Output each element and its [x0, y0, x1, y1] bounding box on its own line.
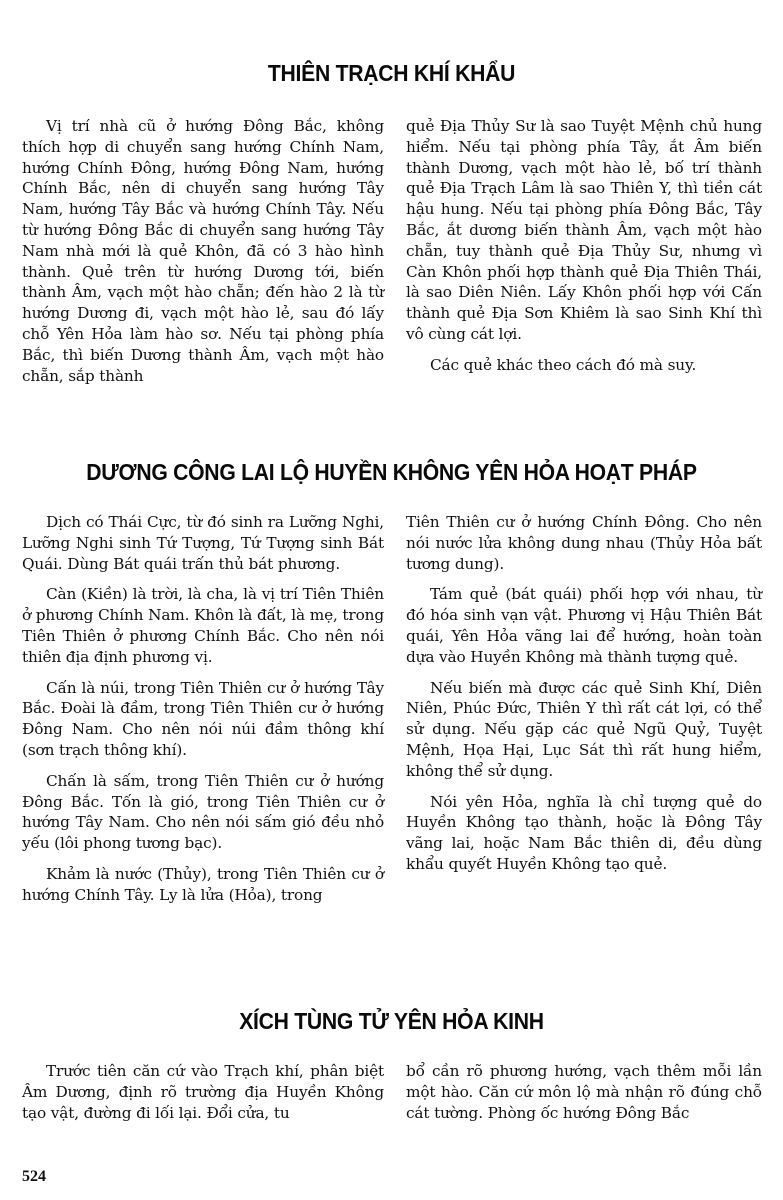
section-title-duong-cong-lai-lo: DƯƠNG CÔNG LAI LỘ HUYỀN KHÔNG YÊN HỎA HOẠT PHÁP: [86, 459, 697, 485]
paragraph: Nếu biến mà được các quẻ Sinh Khí, Diên Niên, Phúc Đức, Thiên Y thì rất cát lợi, có thể sử dụng. Nếu gặp các quẻ Ngũ Quỷ, Tuyệt Mệnh, Họa Hại, Lục Sát thì rất hung hiểm, không thể sử dụng.: [406, 678, 762, 780]
paragraph: Chấn là sấm, trong Tiên Thiên cư ở hướng Đông Bắc. Tốn là gió, trong Tiên Thiên cư ở hướng Tây Nam. Cho nên nói sấm gió đều nhỏ yếu (lôi phong tương bạc).: [22, 771, 384, 853]
section-3-left-column: [22, 1061, 384, 1133]
paragraph: Các quẻ khác theo cách đó mà suy.: [430, 355, 697, 374]
paragraph: Cấn là núi, trong Tiên Thiên cư ở hướng Tây Bắc. Đoài là đầm, trong Tiên Thiên cư ở hướng Đông Nam. Cho nên nói núi đầm thông khí (sơn trạch thông khí).: [22, 678, 384, 759]
paragraph: Càn (Kiền) là trời, là cha, là vị trí Tiên Thiên ở phương Chính Nam. Khôn là đất, là mẹ, trong Tiên Thiên ở phương Chính Bắc. Cho nên nói thiên địa định phương vị.: [22, 585, 384, 666]
section-1-right-column: [406, 116, 762, 386]
section-3-right-column: [406, 1061, 762, 1133]
section-title-xich-tung-tu: XÍCH TÙNG TỬ YÊN HỎA KINH: [239, 1008, 544, 1034]
page-number: 524: [22, 1168, 46, 1185]
paragraph: Nói yên Hỏa, nghĩa là chỉ tượng quẻ do Huyền Không tạo thành, hoặc là Đông Tây vãng lai, hoặc Nam Bắc thiên di, đều dùng khẩu quyết Huyền Không tạo quẻ.: [406, 792, 762, 873]
paragraph: Vị trí nhà cũ ở hướng Đông Bắc, không thích hợp di chuyển sang hướng Chính Nam, hướng Chính Đông, hướng Đông Nam, hướng Chính Bắc, nên di chuyển sang hướng Tây Nam, hướng Tây Bắc và hướng Chính Tây. Nếu từ hướng Đông Bắc di chuyển sang hướng Tây Nam nhà mới là quẻ Khôn, đã có 3 hào hình thành. Quẻ trên từ hướng Dương tới, biến thành Âm, vạch một hào chẵn; đến hào 2 là từ hướng Dương đi, vạch một hào lẻ, sau đó lấy chỗ Yên Hỏa làm hào sơ. Nếu tại phòng phía Bắc, thì biến Dương thành Âm, vạch một hào chẵn, sắp thành: [22, 117, 384, 385]
section-2-left-column: [22, 512, 384, 916]
paragraph: Trước tiên căn cứ vào Trạch khí, phân biệt Âm Dương, định rõ trường địa Huyền Không tạo vật, đường đi lối lại. Đổi cửa, tu: [22, 1062, 384, 1122]
paragraph: bổ cần rõ phương hướng, vạch thêm mỗi lần một hào. Căn cứ môn lộ mà nhận rõ đúng chỗ cát tường. Phòng ốc hướng Đông Bắc: [406, 1062, 762, 1122]
paragraph: Dịch có Thái Cực, từ đó sinh ra Lưỡng Nghi, Lưỡng Nghi sinh Tứ Tượng, Tứ Tượng sinh Bát Quái. Dùng Bát quái trấn thủ bát phương.: [22, 513, 384, 573]
section-title-thien-trach-khi-khau: THIÊN TRẠCH KHÍ KHẨU: [267, 60, 516, 86]
paragraph: quẻ Địa Thủy Sư là sao Tuyệt Mệnh chủ hung hiểm. Nếu tại phòng phía Tây, ắt Âm biến thành Dương, vạch một hào lẻ, bố trí thành quẻ Địa Trạch Lâm là sao Thiên Y, thì tiền cát hậu hung. Nếu tại phòng phía Đông Bắc, Tây Bắc, ắt dương biến thành Âm, vạch một hào chẵn, tuy thành quẻ Địa Thủy Sư, nhưng vì Càn Khôn phối hợp thành quẻ Địa Thiên Thái, là sao Diên Niên. Lấy Khôn phối hợp với Cấn thành quẻ Địa Sơn Khiêm là sao Sinh Khí thì vô cùng cát lợi.: [406, 117, 762, 343]
paragraph: Tám quẻ (bát quái) phối hợp với nhau, từ đó hóa sinh vạn vật. Phương vị Hậu Thiên Bát quái, Yên Hỏa vãng lai để hướng, hoàn toàn dựa vào Huyền Không mà thành tượng quẻ.: [406, 585, 762, 666]
paragraph: Khảm là nước (Thủy), trong Tiên Thiên cư ở hướng Chính Tây. Ly là lửa (Hỏa), trong: [22, 864, 384, 904]
section-1-left-column: [22, 116, 384, 396]
paragraph: Tiên Thiên cư ở hướng Chính Đông. Cho nên nói nước lửa không dung nhau (Thủy Hỏa bất tương dung).: [406, 513, 762, 573]
section-2-right-column: [406, 512, 762, 885]
